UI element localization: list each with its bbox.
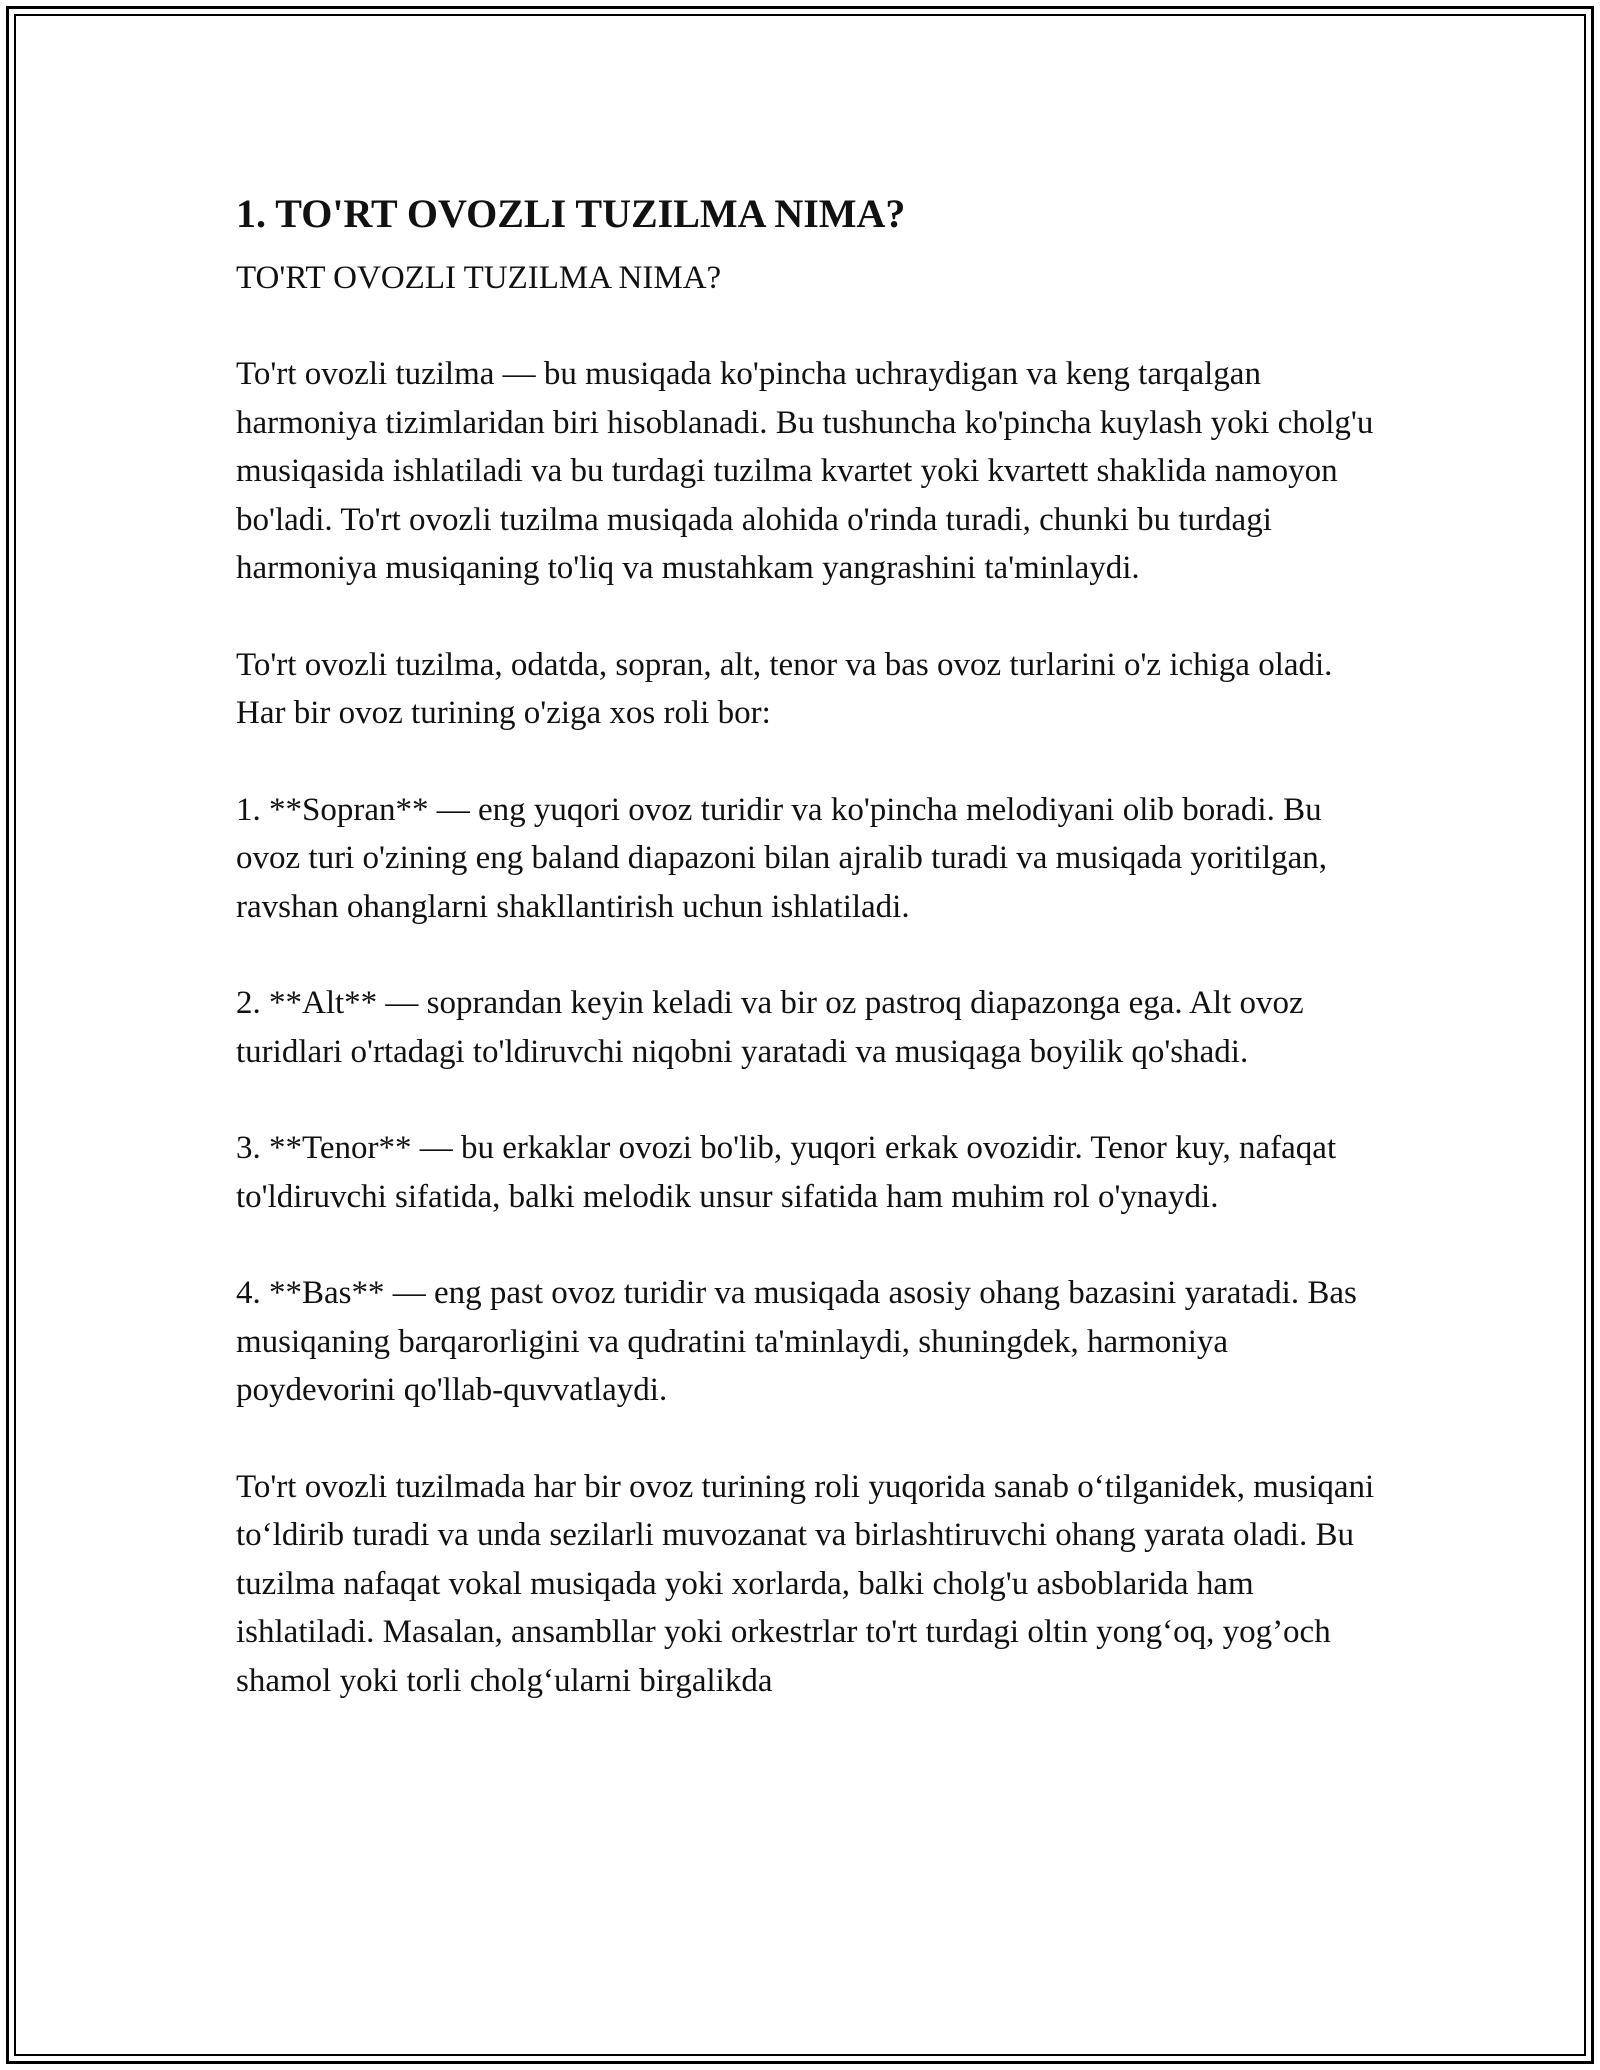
- list-item-sopran: 1. **Sopran** — eng yuqori ovoz turidir va ko'pincha melodiyani olib boradi. Bu ovoz turi o'zining eng baland diapazoni bilan ajralib turadi va musiqada yoritilgan, ravshan ohanglarni shakllantirish uchun ishlatiladi.: [236, 791, 1327, 925]
- paragraph-conclusion: To'rt ovozli tuzilmada har bir ovoz turining roli yuqorida sanab o‘tilganidek, musiqani to‘ldirib turadi va unda sezilarli muvozanat va birlashtiruvchi ohang yarata oladi. Bu tuzilma nafaqat vokal musiqada yoki xorlarda, balki cholg'u asboblarida ham ishlatiladi. Masalan, ansambllar yoki orkestrlar to'rt turdagi oltin yong‘oq, yog’och shamol yoki torli cholg‘ularni birgalikda: [236, 1468, 1375, 1699]
- paragraph-voice-types: To'rt ovozli tuzilma, odatda, sopran, alt, tenor va bas ovoz turlarini o'z ichiga oladi. Har bir ovoz turining o'ziga xos roli bor:: [236, 646, 1333, 731]
- paragraph-intro: To'rt ovozli tuzilma — bu musiqada ko'pincha uchraydigan va keng tarqalgan harmoniya tizimlaridan biri hisoblanadi. Bu tushuncha ko'pincha kuylash yoki cholg'u musiqasida ishlatiladi va bu turdagi tuzilma kvartet yoki kvartett shaklida namoyon bo'ladi. To'rt ovozli tuzilma musiqada alohida o'rinda turadi, chunki bu turdagi harmoniya musiqaning to'liq va mustahkam yangrashini ta'minlaydi.: [236, 356, 1374, 586]
- section-subheading: TO'RT OVOZLI TUZILMA NIMA?: [236, 260, 722, 296]
- list-item-alt: 2. **Alt** — soprandan keyin keladi va bir oz pastroq diapazonga ega. Alt ovoz turidlari o'rtadagi to'ldiruvchi niqobni yaratadi va musiqaga boyilik qo'shadi.: [236, 985, 1304, 1070]
- document-body: [236, 186, 1386, 1753]
- list-item-tenor: 3. **Tenor** — bu erkaklar ovozi bo'lib, yuqori erkak ovozidir. Tenor kuy, nafaqat to'ldiruvchi sifatida, balki melodik unsur sifatida ham muhim rol o'ynaydi.: [236, 1130, 1337, 1215]
- list-item-bas: 4. **Bas** — eng past ovoz turidir va musiqada asosiy ohang bazasini yaratadi. Bas musiqaning barqarorligini va qudratini ta'minlaydi, shuningdek, harmoniya poydevorini qo'llab-quvvatlaydi.: [236, 1275, 1357, 1408]
- section-heading: 1. TO'RT OVOZLI TUZILMA NIMA?: [236, 191, 906, 236]
